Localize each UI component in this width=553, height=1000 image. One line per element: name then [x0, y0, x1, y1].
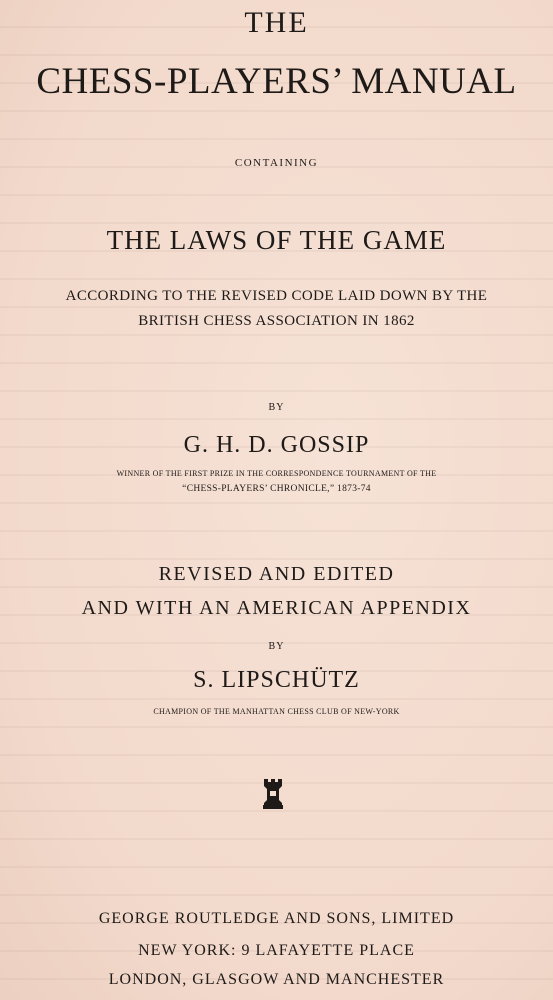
title-the: THE [244, 6, 309, 39]
publisher-cities: LONDON, GLASGOW AND MANCHESTER [108, 971, 445, 988]
editor-name: S. LIPSCHÜTZ [193, 667, 360, 693]
author-note-line-2: “CHESS-PLAYERS’ CHRONICLE,” 1873-74 [182, 484, 371, 494]
containing-label: CONTAINING [234, 157, 319, 169]
author-note-line-1: WINNER OF THE FIRST PRIZE IN THE CORRESPONDENCE TOURNAMENT OF THE [116, 469, 437, 478]
publisher-name: GEORGE ROUTLEDGE AND SONS, LIMITED [98, 910, 455, 927]
according-line-2: BRITISH CHESS ASSOCIATION IN 1862 [138, 313, 415, 329]
by-label-author: BY [268, 402, 285, 413]
laws-title: THE LAWS OF THE GAME [106, 225, 447, 255]
publisher-address-new-york: NEW YORK: 9 LAFAYETTE PLACE [138, 942, 415, 959]
editor-note: CHAMPION OF THE MANHATTAN CHESS CLUB OF NEW-YORK [153, 707, 400, 716]
main-title: CHESS-PLAYERS’ MANUAL [36, 61, 517, 102]
according-line-1: ACCORDING TO THE REVISED CODE LAID DOWN BY THE [65, 288, 488, 304]
by-label-editor: BY [268, 641, 285, 652]
author-name: G. H. D. GOSSIP [183, 432, 370, 458]
chess-rook-icon [262, 778, 284, 810]
revised-line-2: AND WITH AN AMERICAN APPENDIX [81, 597, 472, 619]
revised-line-1: REVISED AND EDITED [158, 563, 395, 585]
